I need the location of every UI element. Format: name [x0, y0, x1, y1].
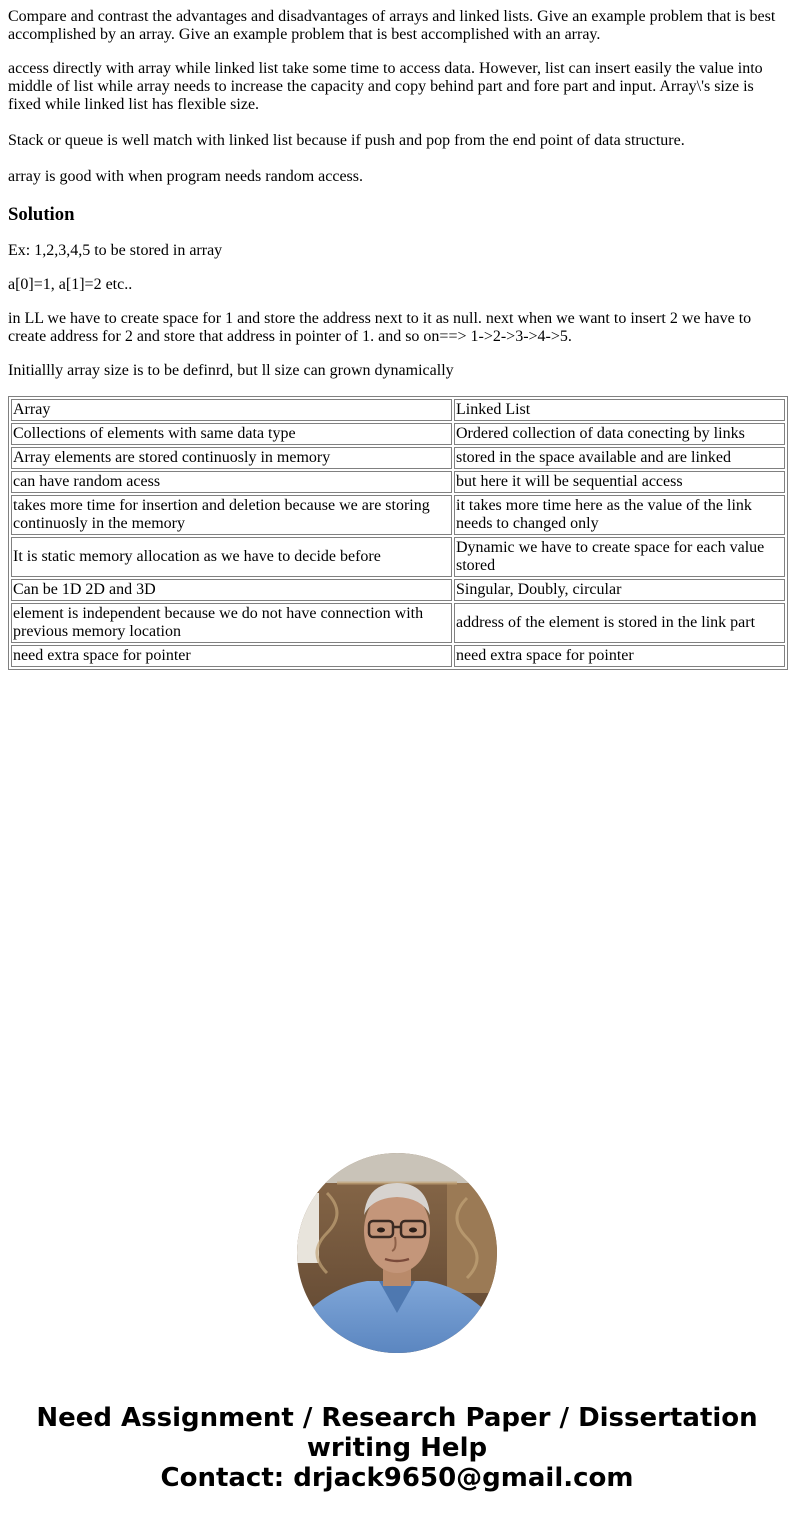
question-text: Compare and contrast the advantages and disadvantages of arrays and linked lists. Give an example problem that is best accomplished by an array. Give an example problem that is best accomplished with an array. [8, 8, 776, 43]
table-row [11, 645, 785, 667]
table-cell: Collections of elements with same data type [11, 423, 452, 445]
author-photo [297, 1153, 497, 1353]
table-row [11, 471, 785, 493]
promo-line-2: writing Help [306, 1433, 488, 1463]
table-cell: Dynamic we have to create space for each value stored [454, 537, 785, 577]
table-row [11, 579, 785, 601]
promo-line-1: Need Assignment / Research Paper / Dissertation [36, 1403, 758, 1433]
answer-paragraph-2: Stack or queue is well match with linked list because if push and pop from the end point of data structure. [8, 132, 685, 149]
answer-spacer [8, 150, 786, 168]
author-portrait-icon [297, 1153, 497, 1353]
promo-contact: Contact: drjack9650@gmail.com [160, 1463, 634, 1493]
promo-banner [0, 1403, 794, 1493]
table-cell: stored in the space available and are linked [454, 447, 785, 469]
answer-paragraph-3: array is good with when program needs random access. [8, 168, 363, 185]
table-row [11, 495, 785, 535]
table-cell: Array elements are stored continuosly in memory [11, 447, 452, 469]
table-header-array: Array [11, 399, 452, 421]
table-cell: takes more time for insertion and deletion because we are storing continuosly in the memory [11, 495, 452, 535]
table-cell: Ordered collection of data conecting by links [454, 423, 785, 445]
comparison-table [8, 396, 788, 670]
table-cell: Can be 1D 2D and 3D [11, 579, 452, 601]
table-cell: need extra space for pointer [454, 645, 785, 667]
table-cell: It is static memory allocation as we have to decide before [11, 537, 452, 577]
table-cell: need extra space for pointer [11, 645, 452, 667]
table-cell: but here it will be sequential access [454, 471, 785, 493]
solution-line-3: in LL we have to create space for 1 and store the address next to it as null. next when we want to insert 2 we have to create address for 2 and store that address in pointer of 1. and so on==> 1->2->3->4->5. [8, 310, 752, 345]
solution-line-2: a[0]=1, a[1]=2 etc.. [8, 276, 133, 293]
answer-spacer [8, 114, 786, 132]
solution-heading: Solution [8, 204, 75, 225]
table-cell: it takes more time here as the value of the link needs to changed only [454, 495, 785, 535]
table-cell: Singular, Doubly, circular [454, 579, 785, 601]
document-body [8, 8, 786, 670]
table-cell: address of the element is stored in the link part [454, 603, 785, 643]
table-header-linked-list: Linked List [454, 399, 785, 421]
solution-line-1: Ex: 1,2,3,4,5 to be stored in array [8, 242, 223, 259]
table-row [11, 537, 785, 577]
table-row [11, 603, 785, 643]
table-cell: can have random acess [11, 471, 452, 493]
table-row [11, 423, 785, 445]
answer-paragraph-1: access directly with array while linked list take some time to access data. However, list can insert easily the value into middle of list while array needs to increase the capacity and copy behind part and fore part and input. Array\'s size is fixed while linked list has flexible size. [8, 60, 763, 113]
solution-line-4: Initiallly array size is to be definrd, but ll size can grown dynamically [8, 362, 454, 379]
table-cell: element is independent because we do not have connection with previous memory location [11, 603, 452, 643]
table-row [11, 447, 785, 469]
table-row [11, 399, 785, 421]
